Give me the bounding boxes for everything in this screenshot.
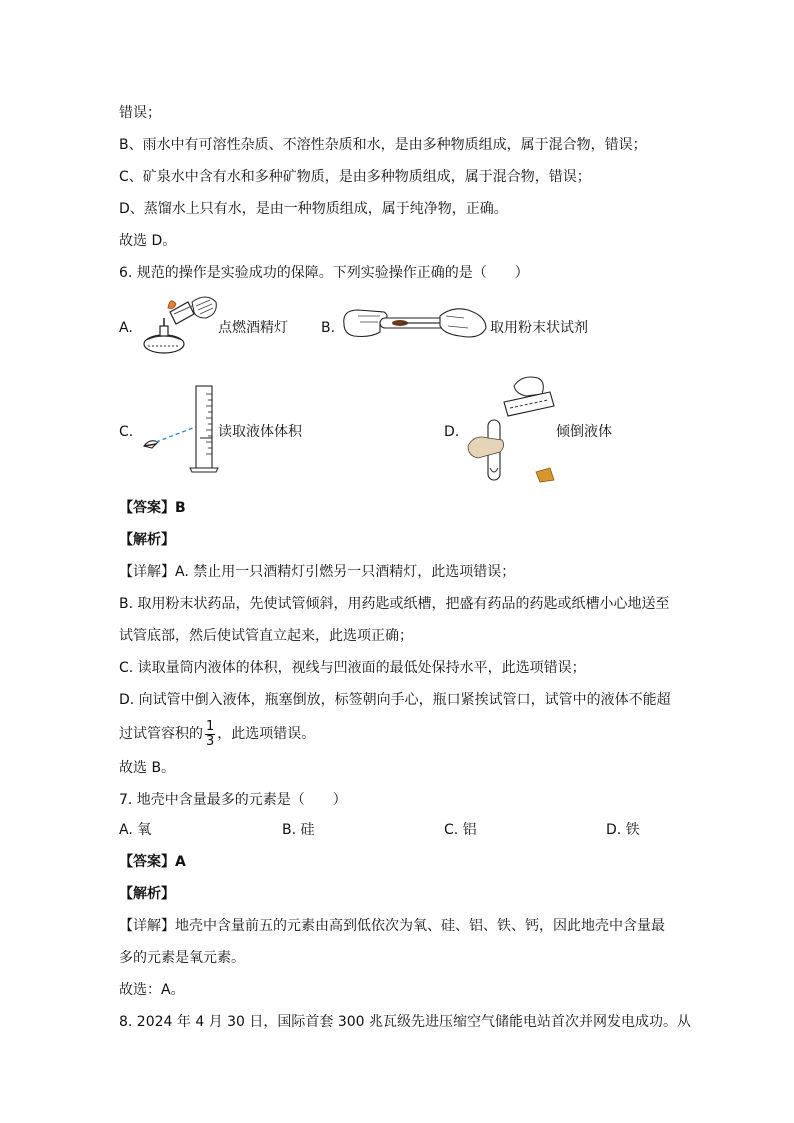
analysis-label: 【解析】 (119, 886, 175, 902)
detail-line: 【详解】A. 禁止用一只酒精灯引燃另一只酒精灯，此选项错误； (119, 564, 516, 580)
option-b-letter: B. (321, 320, 336, 336)
pouring-liquid-illustration (464, 372, 560, 484)
fraction-one-third (205, 720, 215, 749)
answer-label: 【答案】B (119, 500, 186, 516)
detail-line (119, 718, 315, 750)
conclusion-line: 故选 B。 (119, 760, 176, 776)
text-line: B、雨水中有可溶性杂质、不溶性杂质和水，是由多种物质组成，属于混合物，错误； (119, 137, 647, 153)
detail-line: 试管底部，然后使试管直立起来，此选项正确； (119, 628, 413, 644)
option-d: D. 铁 (606, 822, 640, 838)
option-a-caption: 点燃酒精灯 (218, 320, 288, 336)
analysis-label: 【解析】 (119, 532, 175, 548)
question-7: 7. 地壳中含量最多的元素是（ ） (119, 792, 347, 808)
text-line: C、矿泉水中含有水和多种矿物质，是由多种物质组成，属于混合物，错误； (119, 169, 591, 185)
detail-text: 过试管容积的 (119, 726, 203, 742)
option-a-letter: A. (119, 320, 133, 336)
question-8: 8. 2024 年 4 月 30 日，国际首套 300 兆瓦级先进压缩空气储能电站首次并网发电成功。从 (119, 1014, 692, 1030)
conclusion-line: 故选：A。 (119, 982, 185, 998)
fraction-denominator: 3 (206, 733, 215, 749)
option-c-caption: 读取液体体积 (218, 424, 302, 440)
option-b-caption: 取用粉末状试剂 (490, 320, 588, 336)
option-c: C. 铝 (444, 822, 477, 838)
detail-line: B. 取用粉末状药品，先使试管倾斜，用药匙或纸槽，把盛有药品的药匙或纸槽小心地送至 (119, 596, 670, 612)
detail-line: D. 向试管中倒入液体，瓶塞倒放，标签朝向手心，瓶口紧挨试管口，试管中的液体不能超 (119, 692, 671, 708)
option-c-letter: C. (119, 424, 134, 440)
fraction-numerator: 1 (206, 718, 215, 734)
detail-line: 【详解】地壳中含量前五的元素由高到低依次为氧、硅、铝、铁、钙，因此地壳中含量最 (119, 918, 665, 934)
text-line: D、蒸馏水上只有水，是由一种物质组成，属于纯净物，正确。 (119, 201, 508, 217)
detail-line: 多的元素是氧元素。 (119, 950, 245, 966)
detail-text: ，此选项错误。 (217, 726, 316, 742)
option-d-caption: 倾倒液体 (556, 424, 612, 440)
question-6: 6. 规范的操作是实验成功的保障。下列实验操作正确的是（ ） (119, 265, 529, 281)
detail-line: C. 读取量筒内液体的体积，视线与凹液面的最低处保持水平，此选项错误； (119, 660, 586, 676)
answer-label: 【答案】A (119, 854, 186, 870)
option-d-letter: D. (444, 424, 460, 440)
option-a: A. 氧 (119, 822, 152, 838)
text-line: 故选 D。 (119, 233, 177, 249)
powder-in-test-tube-illustration (340, 302, 490, 344)
graduated-cylinder-illustration (140, 384, 220, 476)
option-b: B. 硅 (282, 822, 315, 838)
alcohol-lamp-illustration (140, 292, 220, 362)
text-line: 错误； (119, 105, 161, 121)
